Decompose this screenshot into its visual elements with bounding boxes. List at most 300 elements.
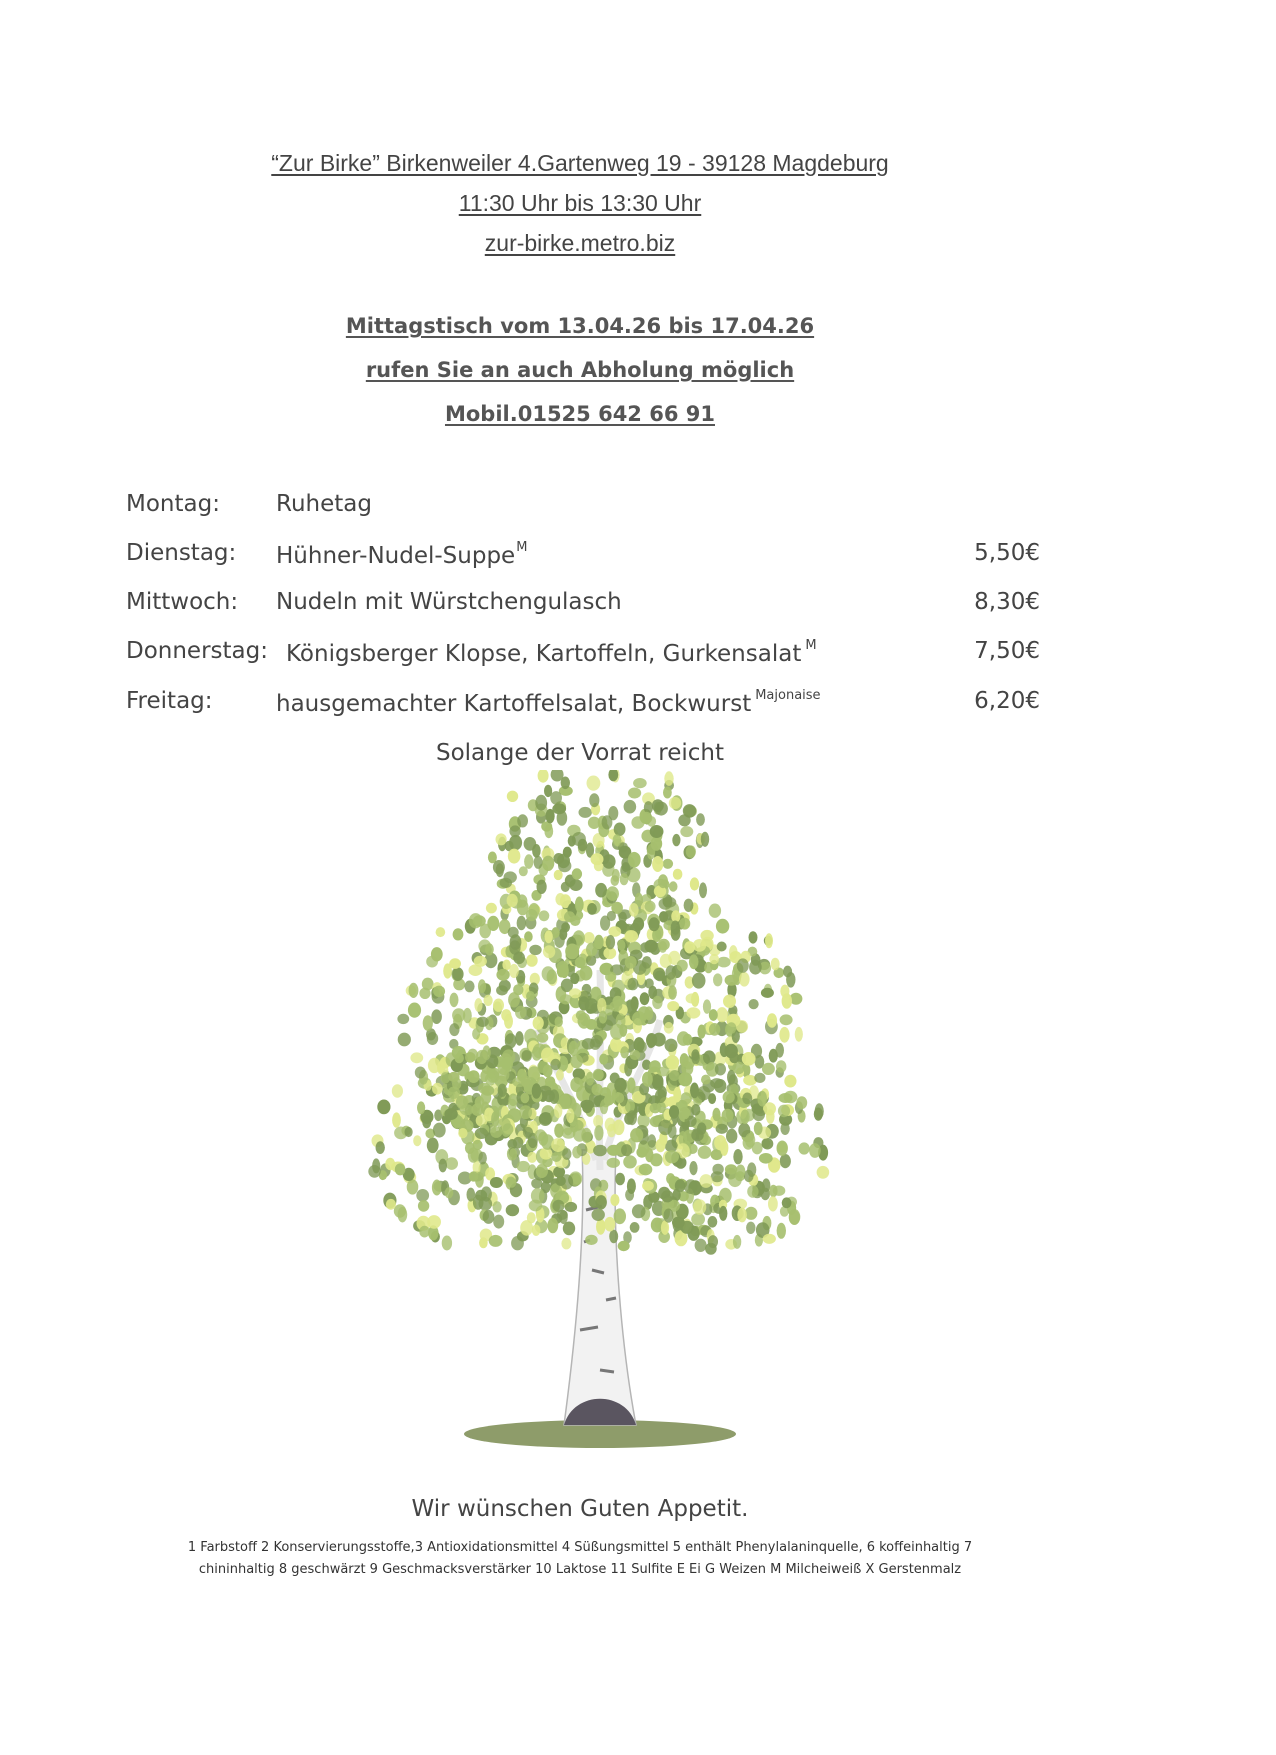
leaf bbox=[442, 1236, 452, 1251]
leaf bbox=[527, 1152, 537, 1163]
leaf bbox=[729, 945, 738, 960]
leaf bbox=[632, 1204, 646, 1218]
leaf bbox=[717, 942, 727, 952]
leaf bbox=[630, 1128, 643, 1142]
leaf bbox=[556, 1069, 564, 1080]
leaf bbox=[690, 1083, 699, 1099]
leaf bbox=[427, 1032, 438, 1045]
leaf bbox=[669, 1105, 679, 1119]
leaf bbox=[489, 1235, 503, 1247]
leaf bbox=[745, 1133, 755, 1148]
leaf bbox=[630, 1050, 641, 1060]
leaf bbox=[749, 999, 759, 1009]
leaf bbox=[663, 859, 674, 869]
leaf bbox=[368, 1165, 380, 1178]
leaf bbox=[610, 1194, 619, 1206]
leaf bbox=[586, 1072, 595, 1086]
leaf bbox=[655, 802, 668, 816]
leaf bbox=[392, 1112, 401, 1127]
leaf bbox=[633, 778, 647, 788]
leaf bbox=[780, 1014, 793, 1025]
leaf bbox=[614, 823, 626, 836]
leaf bbox=[771, 958, 780, 971]
stock-notice: Solange der Vorrat reicht bbox=[436, 740, 724, 766]
leaf bbox=[485, 1073, 496, 1086]
leaf bbox=[620, 873, 629, 885]
leaf bbox=[653, 1078, 664, 1090]
leaf bbox=[508, 927, 519, 938]
leaf bbox=[695, 1239, 707, 1252]
leaf bbox=[669, 797, 681, 809]
leaf bbox=[526, 991, 535, 1001]
dish-name: Königsberger Klopse, Kartoffeln, Gurkensalat bbox=[286, 641, 802, 667]
leaf bbox=[749, 931, 758, 943]
leaf bbox=[493, 1215, 504, 1229]
leaf bbox=[552, 803, 566, 814]
leaf bbox=[427, 1138, 439, 1154]
leaf bbox=[501, 1009, 511, 1021]
leaf bbox=[690, 877, 699, 890]
leaf bbox=[524, 854, 533, 869]
leaf bbox=[498, 1068, 509, 1082]
leaf bbox=[763, 1234, 776, 1244]
leaf bbox=[686, 845, 696, 858]
leaf bbox=[569, 879, 582, 891]
leaf bbox=[607, 1145, 621, 1156]
leaf bbox=[534, 856, 543, 869]
leaf bbox=[511, 1236, 524, 1250]
leaf bbox=[809, 1143, 821, 1158]
leaf bbox=[507, 1177, 516, 1187]
leaf bbox=[551, 1152, 561, 1162]
leaf bbox=[652, 856, 663, 872]
leaf bbox=[490, 1177, 503, 1188]
menu-price-wednesday: 8,30€ bbox=[974, 589, 1040, 615]
leaf bbox=[385, 1158, 395, 1170]
leaf bbox=[505, 1033, 517, 1048]
leaf bbox=[535, 795, 547, 811]
leaf bbox=[463, 1008, 472, 1023]
leaf bbox=[647, 1034, 656, 1048]
leaf bbox=[559, 1094, 573, 1110]
menu-day-friday: Freitag: bbox=[126, 688, 213, 714]
leaf bbox=[663, 897, 677, 908]
leaf bbox=[692, 973, 706, 989]
leaf bbox=[612, 869, 620, 882]
leaf bbox=[625, 956, 637, 969]
leaf bbox=[532, 1083, 541, 1098]
leaf bbox=[474, 998, 482, 1012]
leaf bbox=[749, 960, 762, 975]
birch-tree-illustration bbox=[360, 770, 840, 1450]
leaf bbox=[691, 1049, 699, 1060]
leaf bbox=[496, 833, 507, 845]
leaf bbox=[486, 903, 497, 914]
leaf bbox=[780, 985, 789, 998]
leaf bbox=[478, 1152, 487, 1165]
leaf bbox=[664, 771, 673, 786]
leaf bbox=[655, 971, 666, 982]
menu-dish-wednesday: Nudeln mit Würstchengulasch bbox=[276, 589, 622, 615]
leaf bbox=[595, 883, 607, 898]
leaf bbox=[542, 856, 554, 871]
leaf bbox=[615, 1093, 624, 1103]
leaf bbox=[817, 1166, 830, 1179]
leaf bbox=[761, 988, 774, 998]
leaf bbox=[777, 1141, 788, 1156]
leaf bbox=[423, 1015, 433, 1031]
leaf bbox=[618, 1241, 630, 1251]
leaf bbox=[699, 882, 707, 898]
leaf bbox=[684, 1179, 697, 1194]
leaf bbox=[604, 1095, 614, 1106]
leaf bbox=[680, 826, 693, 837]
leaf bbox=[708, 1216, 718, 1228]
leaf bbox=[537, 880, 547, 894]
leaf bbox=[665, 965, 676, 979]
leaf bbox=[432, 1083, 443, 1095]
leaf bbox=[507, 791, 518, 802]
leaf bbox=[509, 1148, 517, 1160]
leaf bbox=[747, 1185, 758, 1198]
leaf bbox=[698, 1025, 706, 1039]
leaf bbox=[585, 1235, 598, 1245]
menu-dish-monday: Ruhetag bbox=[276, 491, 372, 517]
leaf bbox=[431, 1009, 442, 1024]
leaf bbox=[618, 940, 626, 951]
leaf bbox=[733, 1149, 742, 1164]
leaf bbox=[668, 985, 677, 1000]
allergen-legend-line-2: chininhaltig 8 geschwärzt 9 Geschmacksverstärker 10 Laktose 11 Sulfite E Ei G Weizen M Milcheiweiß X Gerstenmalz bbox=[198, 1562, 962, 1577]
leaf bbox=[607, 1158, 620, 1168]
leaf bbox=[765, 933, 773, 948]
leaf bbox=[628, 852, 641, 868]
leaf bbox=[795, 1027, 803, 1042]
opening-hours: 11:30 Uhr bis 13:30 Uhr bbox=[458, 190, 702, 216]
leaf bbox=[746, 1222, 755, 1234]
leaf bbox=[693, 1199, 706, 1214]
leaf bbox=[778, 1105, 790, 1118]
leaf bbox=[722, 1109, 734, 1123]
leaf bbox=[639, 1164, 653, 1176]
leaf bbox=[542, 966, 555, 981]
leaf bbox=[448, 1087, 461, 1099]
leaf bbox=[622, 862, 630, 872]
leaf bbox=[627, 1110, 637, 1125]
leaf bbox=[754, 1122, 763, 1135]
leaf bbox=[398, 1033, 411, 1047]
leaf bbox=[742, 1093, 752, 1105]
leaf bbox=[659, 911, 668, 922]
leaf bbox=[506, 1204, 519, 1216]
leaf bbox=[589, 793, 599, 807]
leaf bbox=[642, 1181, 654, 1191]
leaf bbox=[620, 1046, 629, 1058]
leaf bbox=[669, 1070, 680, 1081]
leaf bbox=[493, 860, 505, 874]
leaf bbox=[413, 1135, 421, 1146]
leaf bbox=[769, 1185, 777, 1198]
leaf bbox=[415, 1067, 426, 1079]
leaf bbox=[556, 1176, 566, 1186]
leaf bbox=[664, 1209, 674, 1223]
menu-day-thursday: Donnerstag: bbox=[126, 638, 268, 664]
leaf bbox=[789, 1209, 801, 1225]
leaf bbox=[742, 1052, 756, 1066]
leaf bbox=[686, 1007, 700, 1018]
leaf bbox=[455, 1053, 464, 1063]
dish-name: hausgemachter Kartoffelsalat, Bockwurst bbox=[276, 691, 752, 717]
leaf bbox=[768, 1196, 778, 1211]
leaf bbox=[507, 894, 518, 907]
leaf bbox=[664, 1022, 674, 1034]
leaf bbox=[419, 1226, 429, 1238]
leaf bbox=[547, 1218, 558, 1233]
leaf bbox=[594, 1125, 603, 1141]
leaf bbox=[469, 913, 483, 928]
leaf bbox=[780, 1122, 789, 1135]
menu-period: Mittagstisch vom 13.04.26 bis 17.04.26 bbox=[345, 314, 815, 338]
leaf bbox=[431, 947, 443, 961]
website-link[interactable]: zur-birke.metro.biz bbox=[484, 230, 676, 256]
menu-dish-thursday bbox=[286, 638, 817, 667]
leaf bbox=[754, 1073, 765, 1083]
leaf bbox=[593, 1069, 604, 1081]
leaf bbox=[590, 1039, 601, 1050]
leaf bbox=[395, 1163, 406, 1175]
leaf bbox=[726, 1129, 737, 1144]
leaf bbox=[640, 812, 652, 824]
leaf bbox=[479, 924, 491, 939]
leaf bbox=[732, 1062, 744, 1075]
leaf bbox=[655, 1089, 666, 1103]
leaf bbox=[716, 1007, 728, 1022]
leaf bbox=[587, 903, 597, 915]
leaf bbox=[714, 1135, 726, 1150]
leaf bbox=[709, 904, 721, 918]
leaf bbox=[716, 919, 729, 934]
leaf bbox=[445, 1157, 458, 1170]
leaf bbox=[736, 1165, 746, 1179]
leaf bbox=[775, 1043, 784, 1058]
leaf bbox=[377, 1100, 390, 1115]
leaf bbox=[631, 996, 639, 1011]
leaf bbox=[392, 1084, 403, 1097]
leaf bbox=[416, 1189, 429, 1202]
leaf bbox=[716, 1124, 728, 1134]
leaf bbox=[658, 939, 670, 951]
leaf bbox=[709, 1009, 718, 1021]
restaurant-address: “Zur Birke” Birkenweiler 4.Gartenweg 19 - 39128 Magdeburg bbox=[271, 150, 889, 176]
leaf bbox=[428, 1058, 441, 1073]
leaf bbox=[650, 825, 664, 838]
leaf bbox=[417, 1101, 425, 1114]
leaf bbox=[484, 995, 493, 1006]
menu-day-monday: Montag: bbox=[126, 491, 220, 517]
leaf bbox=[485, 943, 494, 955]
leaf bbox=[657, 1102, 666, 1113]
leaf bbox=[587, 776, 601, 791]
leaf bbox=[663, 787, 672, 799]
leaf bbox=[508, 849, 521, 864]
leaf bbox=[642, 1072, 653, 1087]
leaf bbox=[529, 945, 541, 955]
leaf bbox=[452, 967, 463, 981]
leaf bbox=[541, 1047, 554, 1062]
leaf bbox=[723, 1091, 735, 1103]
leaf bbox=[539, 1112, 552, 1126]
leaf bbox=[565, 1202, 577, 1212]
leaf bbox=[624, 1061, 632, 1077]
leaf bbox=[733, 1235, 741, 1249]
leaf bbox=[588, 817, 600, 829]
leaf bbox=[500, 878, 512, 888]
menu-day-wednesday: Mittwoch: bbox=[126, 589, 239, 615]
leaf bbox=[499, 980, 511, 992]
leaf bbox=[673, 1087, 681, 1103]
leaf bbox=[666, 1055, 680, 1069]
leaf bbox=[604, 1217, 615, 1232]
leaf bbox=[560, 994, 573, 1004]
leaf bbox=[575, 957, 586, 968]
leaf bbox=[684, 899, 694, 912]
leaf bbox=[553, 853, 564, 864]
leaf bbox=[691, 1213, 705, 1226]
leaf bbox=[477, 1017, 489, 1027]
leaf bbox=[561, 1238, 571, 1250]
leaf bbox=[669, 881, 678, 891]
leaf bbox=[613, 834, 622, 846]
leaf bbox=[624, 800, 637, 814]
leaf bbox=[651, 837, 663, 851]
leaf bbox=[482, 1045, 491, 1060]
leaf bbox=[584, 932, 595, 944]
tree-foliage bbox=[368, 770, 829, 1255]
leaf bbox=[689, 954, 699, 969]
leaf bbox=[675, 1179, 686, 1192]
leaf bbox=[668, 1124, 677, 1138]
leaf bbox=[532, 1225, 541, 1236]
leaf bbox=[684, 941, 695, 953]
leaf bbox=[475, 1128, 488, 1139]
menu-price-tuesday: 5,50€ bbox=[974, 540, 1040, 566]
leaf bbox=[536, 1164, 548, 1178]
leaf bbox=[602, 815, 613, 829]
leaf bbox=[544, 824, 553, 838]
leaf bbox=[521, 1093, 530, 1104]
leaf bbox=[593, 1145, 607, 1157]
leaf bbox=[723, 995, 736, 1008]
leaf bbox=[474, 956, 487, 967]
leaf bbox=[729, 1052, 739, 1063]
leaf bbox=[458, 1128, 467, 1138]
leaf bbox=[436, 927, 446, 937]
leaf bbox=[759, 1153, 773, 1164]
leaf bbox=[658, 874, 668, 888]
leaf bbox=[475, 1096, 485, 1108]
leaf bbox=[581, 1128, 592, 1143]
leaf bbox=[570, 1054, 583, 1068]
leaf bbox=[632, 1011, 646, 1025]
menu-price-thursday: 7,50€ bbox=[974, 638, 1040, 664]
leaf bbox=[592, 1209, 605, 1221]
leaf bbox=[607, 911, 616, 921]
leaf bbox=[796, 1096, 807, 1109]
leaf bbox=[599, 1054, 608, 1065]
leaf bbox=[550, 1059, 560, 1070]
leaf bbox=[444, 1108, 457, 1120]
leaf bbox=[614, 1078, 627, 1093]
leaf bbox=[569, 1041, 579, 1057]
leaf bbox=[782, 1197, 792, 1208]
leaf bbox=[549, 1089, 559, 1104]
leaf bbox=[557, 1210, 568, 1220]
leaf bbox=[656, 1139, 666, 1152]
leaf bbox=[517, 814, 528, 827]
leaf bbox=[630, 1222, 640, 1233]
leaf bbox=[710, 1078, 723, 1088]
leaf bbox=[779, 1027, 789, 1043]
leaf bbox=[719, 1206, 727, 1221]
leaf bbox=[503, 1123, 514, 1135]
leaf bbox=[667, 1001, 679, 1011]
leaf bbox=[422, 978, 434, 991]
leaf bbox=[513, 1137, 524, 1149]
leaf bbox=[586, 955, 596, 966]
leaf bbox=[529, 1200, 543, 1212]
leaf bbox=[537, 1033, 549, 1043]
leaf bbox=[693, 939, 706, 952]
leaf bbox=[432, 1180, 442, 1196]
leaf bbox=[591, 853, 604, 865]
leaf bbox=[519, 1105, 532, 1119]
leaf bbox=[409, 983, 419, 998]
leaf bbox=[783, 966, 792, 978]
leaf bbox=[520, 1220, 533, 1236]
leaf bbox=[680, 1092, 691, 1104]
leaf bbox=[498, 1084, 507, 1097]
leaf bbox=[599, 1011, 607, 1024]
leaf bbox=[625, 930, 639, 942]
closing-greeting: Wir wünschen Guten Appetit. bbox=[411, 1496, 749, 1522]
pickup-note: rufen Sie an auch Abholung möglich bbox=[365, 358, 795, 382]
dish-name: Hühner-Nudel-Suppe bbox=[276, 543, 516, 569]
leaf bbox=[665, 1150, 679, 1163]
leaf bbox=[715, 1063, 726, 1075]
leaf bbox=[596, 1195, 607, 1209]
leaf bbox=[737, 958, 749, 972]
leaf bbox=[627, 1077, 635, 1093]
leaf bbox=[665, 1039, 678, 1052]
leaf bbox=[701, 1075, 711, 1085]
leaf bbox=[784, 1075, 796, 1088]
leaf bbox=[555, 1017, 563, 1028]
leaf bbox=[605, 972, 616, 982]
leaf bbox=[515, 1006, 527, 1019]
leaf bbox=[609, 1001, 622, 1012]
leaf bbox=[554, 1124, 564, 1138]
leaf bbox=[615, 1173, 625, 1186]
leaf bbox=[740, 1110, 749, 1125]
leaf bbox=[532, 1047, 542, 1061]
leaf bbox=[445, 1187, 454, 1198]
leaf bbox=[712, 1164, 723, 1175]
leaf bbox=[592, 1084, 603, 1096]
leaf bbox=[736, 1020, 748, 1033]
leaf bbox=[701, 832, 709, 847]
leaf bbox=[799, 1142, 810, 1154]
menu-day-tuesday: Dienstag: bbox=[126, 540, 237, 566]
